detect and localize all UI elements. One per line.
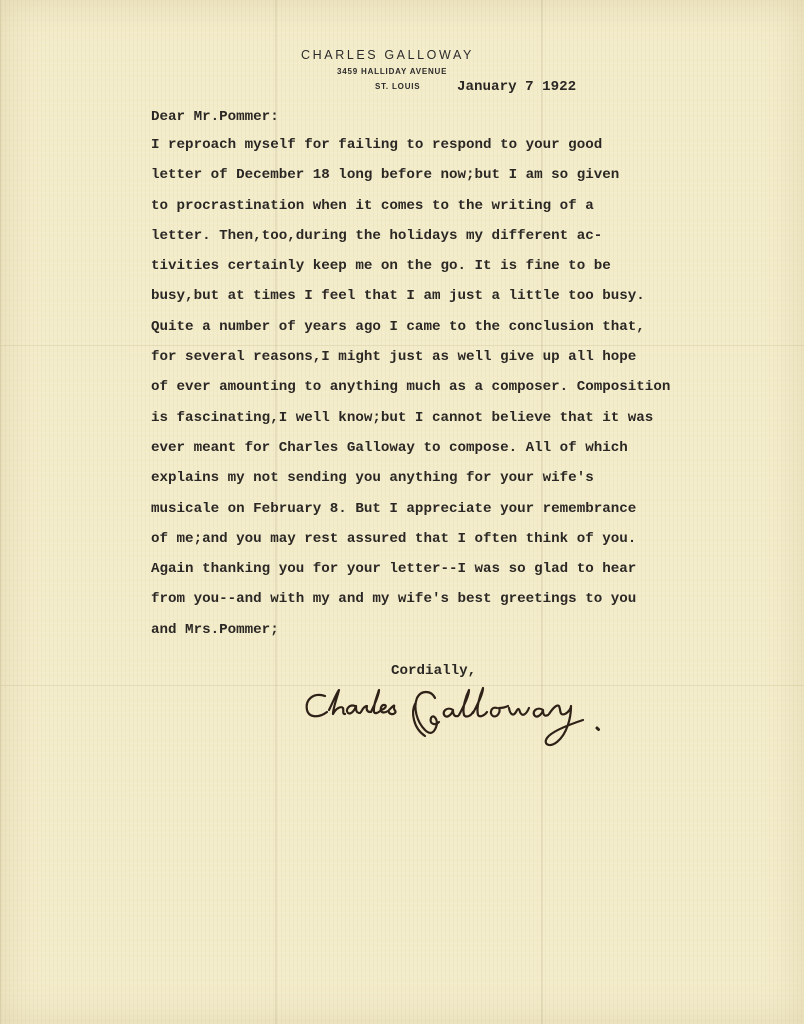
salutation: Dear Mr.Pommer: — [151, 109, 279, 125]
body-line: is fascinating,I well know;but I cannot believe that it was — [151, 409, 654, 426]
body-line: I reproach myself for failing to respond to your good — [151, 137, 603, 153]
body-line: Quite a number of years ago I came to the conclusion that, — [151, 318, 645, 335]
letter-date: January 7 1922 — [457, 79, 577, 95]
body-line: Again thanking you for your letter--I was so glad to hear — [151, 561, 637, 578]
body-line: to procrastination when it comes to the writing of a — [151, 197, 594, 214]
body-line: busy,but at times I feel that I am just a little too busy. — [151, 288, 645, 305]
letter-body — [151, 136, 670, 651]
body-line: tivities certainly keep me on the go. It is fine to be — [151, 258, 611, 275]
closing: Cordially, — [391, 663, 477, 679]
body-line: of me;and you may rest assured that I often think of you. — [151, 530, 637, 547]
handwritten-signature — [303, 684, 633, 754]
letterhead-city: ST. LOUIS — [375, 82, 421, 91]
body-line: and Mrs.Pommer; — [151, 621, 279, 638]
body-line: for several reasons,I might just as well give up all hope — [151, 349, 637, 366]
body-line: musicale on February 8. But I appreciate your remembrance — [151, 500, 637, 517]
body-line: from you--and with my and my wife's best greetings to you — [151, 591, 637, 608]
body-line: letter. Then,too,during the holidays my different ac- — [151, 227, 603, 244]
body-line: ever meant for Charles Galloway to compose. All of which — [151, 439, 628, 456]
letterhead-street: 3459 HALLIDAY AVENUE — [337, 67, 448, 76]
letterhead-name: CHARLES GALLOWAY — [301, 48, 474, 62]
body-line: of ever amounting to anything much as a composer. Composition — [151, 379, 671, 396]
body-line: letter of December 18 long before now;but I am so given — [151, 167, 620, 184]
body-line: explains my not sending you anything for your wife's — [151, 470, 594, 487]
